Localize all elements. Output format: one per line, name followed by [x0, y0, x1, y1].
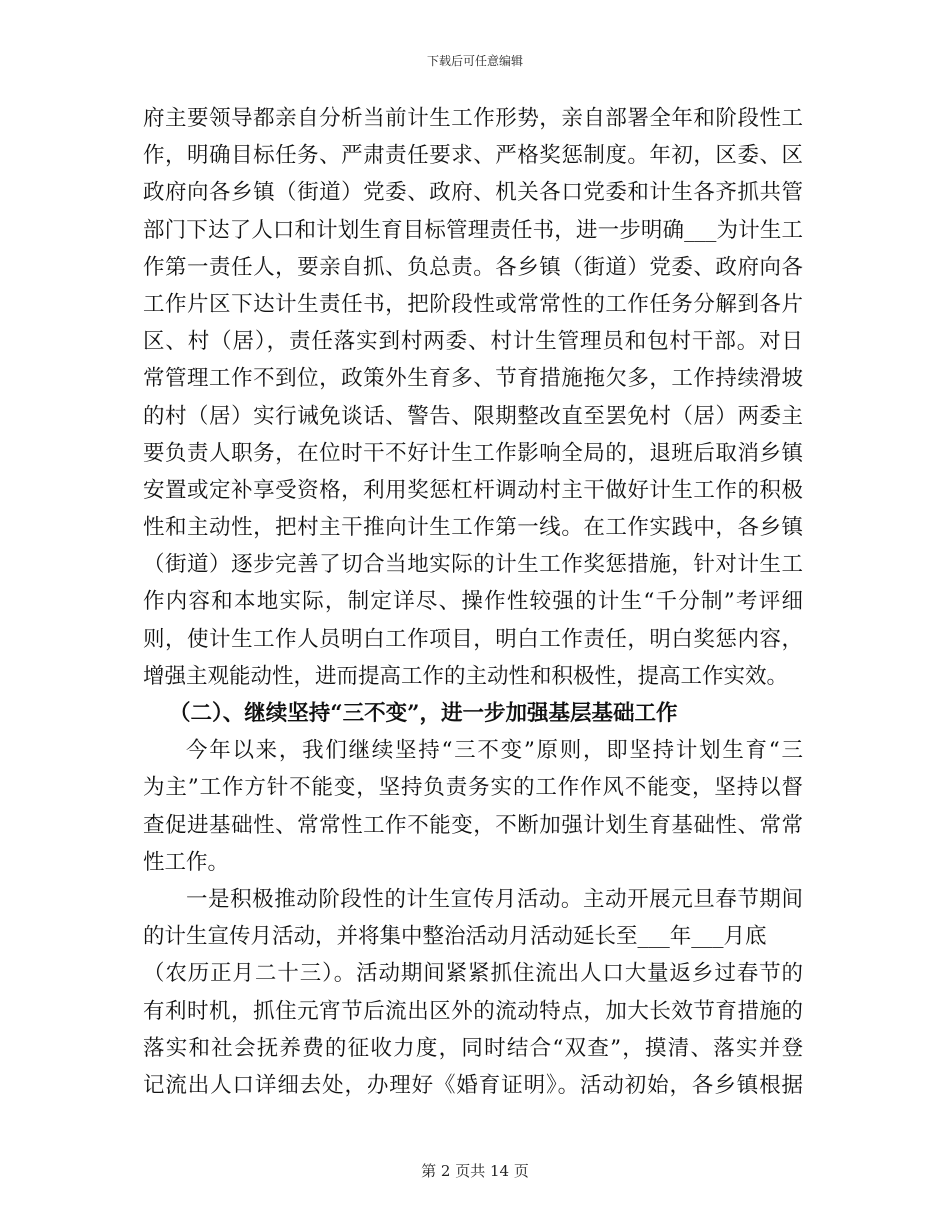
text-line: 部门下达了人口和计划生育目标管理责任书，进一步明确___为计生工 — [143, 217, 803, 243]
text-line: 增强主观能动性，进而提高工作的主动性和积极性，提高工作实效。 — [143, 663, 789, 689]
text-line: 则，使计生工作人员明白工作项目，明白工作责任，明白奖惩内容， — [143, 626, 803, 652]
text-line: 作内容和本地实际，制定详尽、操作性较强的计生“千分制”考评细 — [143, 589, 803, 615]
text-line: 记流出人口详细去处，办理好《婚育证明》。活动初始，各乡镇根据 — [143, 1072, 803, 1098]
text-line: 有利时机，抓住元宵节后流出区外的流动特点，加大长效节育措施的 — [143, 998, 803, 1024]
text-line: 的计生宣传月活动，并将集中整治活动月活动延长至___年___月底 — [143, 924, 767, 950]
text-line: 查促进基础性、常常性工作不能变，不断加强计划生育基础性、常常 — [143, 812, 803, 838]
text-line: 一是积极推动阶段性的计生宣传月活动。主动开展元旦春节期间 — [186, 886, 803, 912]
text-line: 作第一责任人，要亲自抓、负总责。各乡镇（街道）党委、政府向各 — [143, 254, 803, 280]
text-line: 政府向各乡镇（街道）党委、政府、机关各口党委和计生各齐抓共管 — [143, 180, 803, 206]
text-line: 常管理工作不到位，政策外生育多、节育措施拖欠多，工作持续滑坡 — [143, 366, 803, 392]
section-heading: （二）、继续坚持“三不变”，进一步加强基层基础工作 — [169, 701, 678, 726]
text-line: 今年以来，我们继续坚持“三不变”原则，即坚持计划生育“三 — [186, 738, 803, 764]
text-line: 工作片区下达计生责任书，把阶段性或常常性的工作任务分解到各片 — [143, 291, 803, 317]
text-line: 区、村（居），责任落实到村两委、村计生管理员和包村干部。对日 — [143, 329, 803, 355]
text-line: 安置或定补享受资格，利用奖惩杠杆调动村主干做好计生工作的积极 — [143, 477, 803, 503]
text-line: 性和主动性，把村主干推向计生工作第一线。在工作实践中，各乡镇 — [143, 515, 803, 541]
page-header: 下载后可任意编辑 — [426, 54, 523, 68]
page-footer: 第 2 页共 14 页 — [421, 1162, 529, 1180]
text-line: 落实和社会抚养费的征收力度，同时结合“双查”，摸清、落实并登 — [143, 1035, 803, 1061]
body-text — [143, 100, 803, 1104]
text-line: 性工作。 — [143, 849, 230, 875]
text-line: 作，明确目标任务、严肃责任要求、严格奖惩制度。年初，区委、区 — [143, 143, 803, 169]
text-line: （街道）逐步完善了切合当地实际的计生工作奖惩措施，针对计生工 — [143, 552, 803, 578]
text-line: 府主要领导都亲自分析当前计生工作形势，亲自部署全年和阶段性工 — [143, 106, 803, 131]
text-line: 的村（居）实行诫免谈话、警告、限期整改直至罢免村（居）两委主 — [143, 403, 803, 429]
text-line: （农历正月二十三）。活动期间紧紧抓住流出人口大量返乡过春节的 — [143, 961, 803, 987]
text-line: 要负责人职务，在位时干不好计生工作影响全局的，退班后取消乡镇 — [143, 440, 803, 466]
text-line: 为主”工作方针不能变，坚持负责务实的工作作风不能变，坚持以督 — [143, 775, 803, 801]
